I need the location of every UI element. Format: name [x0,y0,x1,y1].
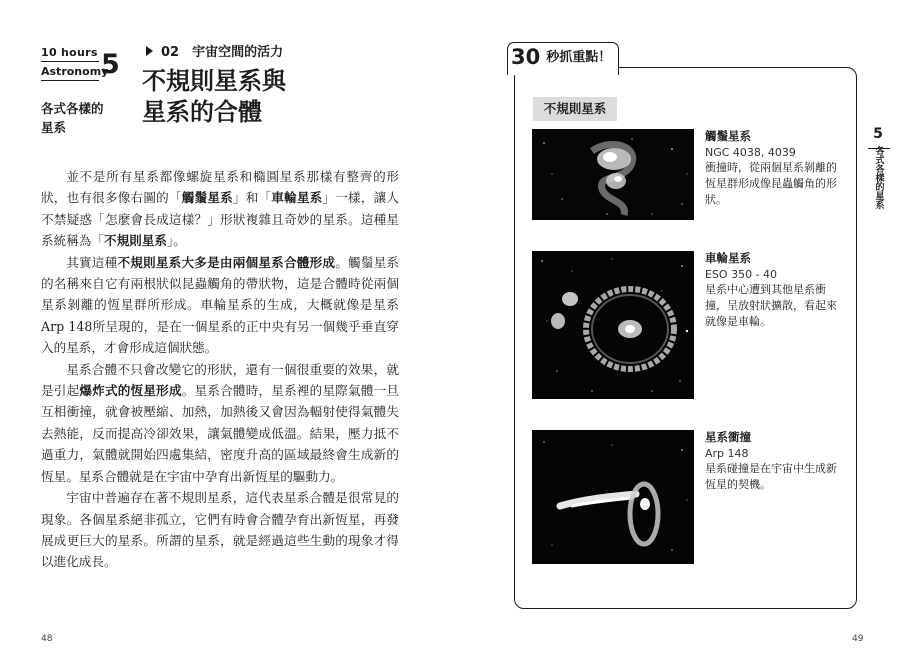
cartwheel-galaxy-photo [532,251,694,399]
body-emphasis: 車輪星系 [271,190,323,206]
body-emphasis: 不規則星系大多是由兩個星系合體形成 [117,254,336,270]
body-run: 。星系合體時，星系裡的星際氣體一旦互相衝撞，就會被壓縮、加熱，加熱後又會因為輻射使得氣體失去熱能，反而提高冷卻效果，讓氣體變成低溫。結果，壓力抵不過重力，氣體就開始四處集結，密度升高的區域最終會生成新的恆星。星系合體就是在宇宙中孕育出新恆星的驅動力。 [41,383,400,484]
entry-name: 車輪星系 [705,251,751,265]
entry-catalog: ESO 350 - 40 [705,268,778,281]
chapter-number: 5 [101,49,120,80]
body-emphasis: 爆炸式的恆星形成 [79,383,182,399]
entry-name: 星系衝撞 [705,430,751,444]
page-number-left: 48 [41,634,53,644]
side-tab-divider [868,148,890,149]
chapter-label: 各式各樣的星系 [41,101,104,135]
body-run: 星系合體不只會改變它的形狀，還有一個很重要的效果，就是引起 [41,361,399,399]
entry-arp148 [705,429,847,493]
chapter-side-tab [864,126,892,209]
arp148-galaxy-photo [532,430,694,564]
entry-antennae [705,128,847,208]
body-paragraph [41,166,399,252]
page-title-line2: 星系的合體 [142,98,262,126]
body-paragraph [41,252,399,359]
body-emphasis: 不規則星系 [103,233,167,249]
side-tab-label: 各式各樣的星系 [873,146,884,209]
entry-description: 星系碰撞是在宇宙中生成新恆星的契機。 [705,462,837,491]
entry-description: 衝撞時，從兩個星系剝離的恆星群形成像昆蟲觸角的形狀。 [705,161,837,206]
triangle-marker-icon [146,46,153,56]
page-title [142,66,362,128]
entry-description: 星系中心遭到其他星系衝撞，呈放射狀擴散，看起來就像是車輪。 [705,283,837,328]
body-paragraph [41,487,399,573]
body-run: 」。 [166,233,186,249]
entry-catalog: NGC 4038, 4039 [705,146,796,159]
key-points-heading-number: 30 [511,45,541,69]
body-run: 。觸鬚星系的名稱來自它有兩根狀似昆蟲觸角的帶狀物，這是合體時從兩個星系剝離的恆星群所形成。車輪星系的生成，大概就像是星系Arp 148所呈現的，是在一個星系的正中央有另一個幾乎垂直穿入的星系，才會形成這個狀態。 [41,254,400,356]
series-title-line1: 10 hours [41,46,99,62]
body-emphasis: 觸鬚星系 [181,190,233,206]
page-number-right: 49 [852,634,864,644]
series-title-line2: Astronomy [41,65,99,81]
page-title-line1: 不規則星系與 [142,67,286,95]
body-run: 」一樣，讓人不禁疑惑「怎麼會長成這樣？」形狀複雜且奇妙的星系。這種星系統稱為「 [41,190,400,249]
key-points-heading [511,45,611,69]
entry-catalog: Arp 148 [705,447,749,460]
antennae-galaxy-photo [532,129,694,220]
section-heading [146,41,283,60]
category-tag: 不規則星系 [533,97,617,121]
entry-cartwheel [705,250,847,330]
body-run: 」和「 [232,190,272,206]
body-text [41,166,399,573]
body-paragraph [41,359,399,487]
body-run: 宇宙中普遍存在著不規則星系，這代表星系合體是很常見的現象。各個星系絕非孤立，它們有時會合體孕育出新恆星，再發展成更巨大的星系。所謂的星系，就是經過這些生動的現象才得以進化成長。 [41,490,399,570]
series-badge [41,46,119,81]
entry-name: 觸鬚星系 [705,129,751,143]
body-run: 其實這種 [66,254,118,270]
key-points-heading-text: 秒抓重點！ [546,50,612,65]
side-tab-number: 5 [873,126,883,142]
section-heading-text: 02 宇宙空間的活力 [161,45,284,60]
body-run: 並不是所有星系都像螺旋星系和橢圓星系那樣有整齊的形狀，也有很多像右圖的「 [41,169,399,206]
